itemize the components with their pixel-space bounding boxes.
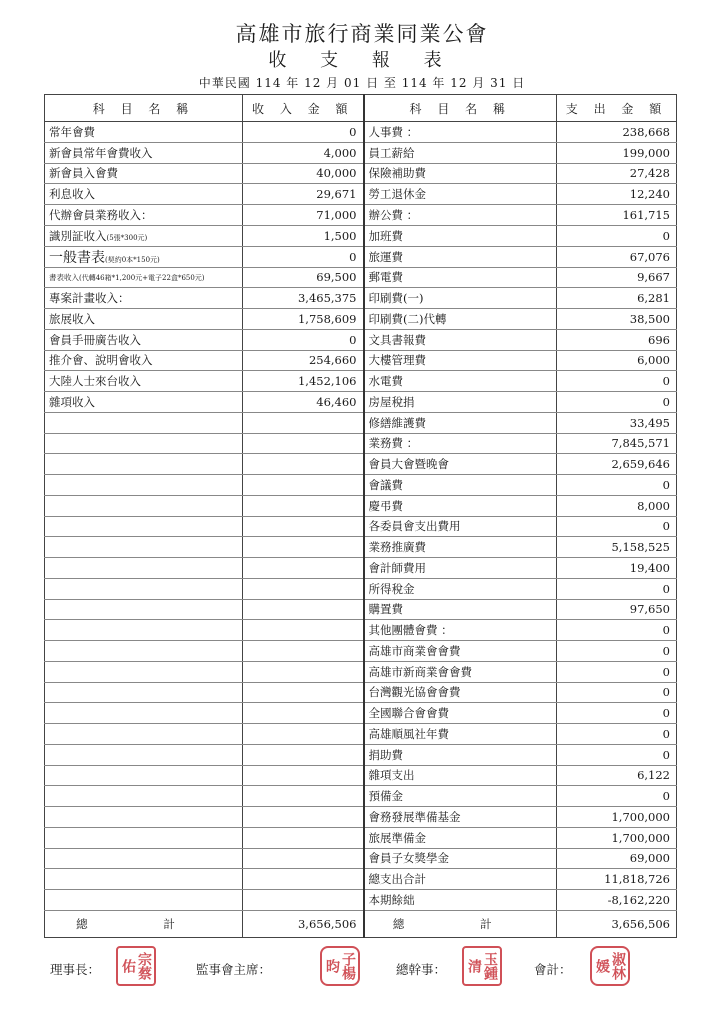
- income-amount-cell: 46,460: [243, 392, 364, 413]
- table-row: [45, 724, 677, 745]
- table-row: [45, 765, 677, 786]
- expense-item-cell: 會員子女獎學金: [364, 848, 557, 869]
- income-item-cell: [45, 827, 243, 848]
- expense-item-cell: 捐助費: [364, 744, 557, 765]
- table-row: [45, 827, 677, 848]
- expense-item-cell: 文具書報費: [364, 329, 557, 350]
- income-item-cell: [45, 661, 243, 682]
- income-item-cell: [45, 807, 243, 828]
- expense-item-cell: 高雄市商業會會費: [364, 641, 557, 662]
- table-row: [45, 309, 677, 330]
- income-item-cell: [45, 433, 243, 454]
- expense-amount-cell: 0: [557, 786, 677, 807]
- expense-item-cell: 慶弔費: [364, 495, 557, 516]
- income-amount-cell: 40,000: [243, 163, 364, 184]
- expense-amount-cell: 0: [557, 516, 677, 537]
- expense-amount-cell: 6,281: [557, 288, 677, 309]
- income-amount-cell: [243, 495, 364, 516]
- income-item-cell: [45, 641, 243, 662]
- income-amount-cell: [243, 807, 364, 828]
- table-row: [45, 703, 677, 724]
- supervisor-seal: 子楊昀: [320, 946, 360, 986]
- income-amount-header: 收 入 金 額: [243, 95, 364, 122]
- table-row: [45, 599, 677, 620]
- income-item-cell: [45, 246, 243, 267]
- table-row: [45, 744, 677, 765]
- income-amount-cell: 69,500: [243, 267, 364, 288]
- table-header-row: [45, 95, 677, 122]
- income-item-cell: [45, 848, 243, 869]
- income-item-cell: [45, 288, 243, 309]
- expense-amount-cell: 33,495: [557, 412, 677, 433]
- income-amount-cell: [243, 475, 364, 496]
- income-item-label: 專案計畫收入：: [49, 291, 130, 306]
- expense-amount-cell: 0: [557, 225, 677, 246]
- income-item-cell: [45, 786, 243, 807]
- expense-item-cell: 台灣觀光協會會費: [364, 682, 557, 703]
- income-amount-cell: [243, 578, 364, 599]
- expense-item-cell: 加班費: [364, 225, 557, 246]
- expense-amount-cell: 199,000: [557, 142, 677, 163]
- table-row: [45, 661, 677, 682]
- income-item-note: (代轉46箱*1,200元+電子22盒*650元): [79, 273, 205, 282]
- table-row: [45, 807, 677, 828]
- expense-amount-cell: 12,240: [557, 184, 677, 205]
- income-amount-cell: [243, 412, 364, 433]
- chair-label: 理事長：: [50, 962, 101, 977]
- income-item-cell: [45, 495, 243, 516]
- income-item-label: 推介會、說明會收入: [49, 353, 153, 368]
- expense-amount-cell: 0: [557, 620, 677, 641]
- income-amount-cell: [243, 537, 364, 558]
- income-item-cell: [45, 703, 243, 724]
- income-amount-cell: [243, 558, 364, 579]
- income-item-cell: [45, 412, 243, 433]
- income-amount-cell: [243, 641, 364, 662]
- income-item-cell: [45, 599, 243, 620]
- expense-amount-cell: -8,162,220: [557, 890, 677, 911]
- secretary-seal: 玉鍾清: [462, 946, 502, 986]
- income-item-label: 利息收入: [49, 187, 95, 202]
- table-row: [45, 475, 677, 496]
- income-item-cell: [45, 724, 243, 745]
- expense-item-cell: 大樓管理費: [364, 350, 557, 371]
- table-row: [45, 246, 677, 267]
- income-item-cell: [45, 516, 243, 537]
- accountant-label: 會計：: [534, 962, 572, 977]
- income-amount-cell: [243, 890, 364, 911]
- expense-amount-cell: 8,000: [557, 495, 677, 516]
- table-row: [45, 371, 677, 392]
- table-row: [45, 641, 677, 662]
- expense-item-cell: 會議費: [364, 475, 557, 496]
- expense-amount-cell: 38,500: [557, 309, 677, 330]
- expense-amount-cell: 0: [557, 371, 677, 392]
- table-row: [45, 205, 677, 226]
- expense-item-cell: 辦公費 ：: [364, 205, 557, 226]
- expense-item-cell: 會員大會暨晚會: [364, 454, 557, 475]
- expense-amount-header: 支 出 金 額: [557, 95, 677, 122]
- income-item-label: 旅展收入: [49, 311, 95, 326]
- income-amount-cell: 1,452,106: [243, 371, 364, 392]
- expense-amount-cell: 19,400: [557, 558, 677, 579]
- expense-amount-cell: 0: [557, 703, 677, 724]
- expense-amount-cell: 11,818,726: [557, 869, 677, 890]
- expense-item-cell: 全國聯合會會費: [364, 703, 557, 724]
- expense-amount-cell: 0: [557, 641, 677, 662]
- table-row: [45, 392, 677, 413]
- income-amount-cell: 71,000: [243, 205, 364, 226]
- table-row: [45, 786, 677, 807]
- income-item-cell: [45, 309, 243, 330]
- table-body: [45, 122, 677, 911]
- expense-item-cell: 旅展準備金: [364, 827, 557, 848]
- expense-item-cell: 印刷費(二)代轉: [364, 309, 557, 330]
- income-item-cell: [45, 869, 243, 890]
- report-title: 收 支 報 表: [268, 50, 456, 71]
- expense-amount-cell: 6,000: [557, 350, 677, 371]
- income-amount-cell: [243, 682, 364, 703]
- expense-item-cell: 購置費: [364, 599, 557, 620]
- table-row: [45, 412, 677, 433]
- income-item-label: 一般書表: [49, 249, 105, 266]
- income-amount-cell: [243, 661, 364, 682]
- income-item-note: (契約0本*150元): [105, 255, 160, 264]
- expense-amount-cell: 67,076: [557, 246, 677, 267]
- income-item-cell: [45, 454, 243, 475]
- table-row: [45, 122, 677, 143]
- income-item-cell: [45, 558, 243, 579]
- expense-amount-cell: 5,158,525: [557, 537, 677, 558]
- secretary-label: 總幹事：: [396, 962, 447, 977]
- expense-item-cell: 預備金: [364, 786, 557, 807]
- income-item-label: 代辦會員業務收入：: [49, 207, 153, 222]
- income-item-cell: [45, 350, 243, 371]
- expense-amount-cell: 161,715: [557, 205, 677, 226]
- expense-item-cell: 房屋稅捐: [364, 392, 557, 413]
- income-item-note: (5張*300元): [106, 233, 148, 242]
- expense-item-cell: 旅運費: [364, 246, 557, 267]
- income-amount-cell: [243, 516, 364, 537]
- table-row: [45, 350, 677, 371]
- income-item-cell: [45, 682, 243, 703]
- expense-total-amount: 3,656,506: [557, 910, 677, 937]
- expense-item-cell: 各委員會支出費用: [364, 516, 557, 537]
- table-row: [45, 184, 677, 205]
- income-item-cell: [45, 329, 243, 350]
- income-item-label: 大陸人士來台收入: [49, 374, 141, 389]
- table-row: [45, 163, 677, 184]
- income-item-cell: [45, 371, 243, 392]
- income-item-cell: [45, 890, 243, 911]
- supervisor-label: 監事會主席：: [196, 962, 272, 977]
- income-amount-cell: 254,660: [243, 350, 364, 371]
- expense-amount-cell: 69,000: [557, 848, 677, 869]
- income-item-cell: [45, 163, 243, 184]
- income-item-cell: [45, 225, 243, 246]
- expense-item-cell: 勞工退休金: [364, 184, 557, 205]
- expense-amount-cell: 0: [557, 661, 677, 682]
- expense-item-cell: 其他團體會費 ：: [364, 620, 557, 641]
- expense-amount-cell: 6,122: [557, 765, 677, 786]
- expense-amount-cell: 1,700,000: [557, 807, 677, 828]
- income-item-cell: [45, 122, 243, 143]
- expense-item-cell: 會計師費用: [364, 558, 557, 579]
- table-row: [45, 537, 677, 558]
- income-total-label: 總 計: [45, 910, 243, 937]
- expense-amount-cell: 0: [557, 392, 677, 413]
- table-row: [45, 869, 677, 890]
- income-item-label: 會員手冊廣告收入: [49, 332, 141, 347]
- expense-amount-cell: 97,650: [557, 599, 677, 620]
- income-item-cell: [45, 765, 243, 786]
- table-row: [45, 578, 677, 599]
- expense-item-cell: 修繕維護費: [364, 412, 557, 433]
- expense-item-cell: 水電費: [364, 371, 557, 392]
- table-row: [45, 620, 677, 641]
- income-item-cell: [45, 578, 243, 599]
- expense-item-cell: 會務發展準備基金: [364, 807, 557, 828]
- income-amount-cell: 4,000: [243, 142, 364, 163]
- expense-amount-cell: 7,845,571: [557, 433, 677, 454]
- expense-amount-cell: 27,428: [557, 163, 677, 184]
- income-item-label: 常年會費: [49, 124, 95, 139]
- expense-item-cell: 印刷費(一): [364, 288, 557, 309]
- total-row: [45, 910, 677, 937]
- income-amount-cell: 0: [243, 329, 364, 350]
- org-title: 高雄市旅行商業同業公會: [235, 22, 489, 46]
- income-amount-cell: [243, 599, 364, 620]
- income-amount-cell: [243, 703, 364, 724]
- income-item-cell: [45, 475, 243, 496]
- income-amount-cell: [243, 724, 364, 745]
- income-item-cell: [45, 184, 243, 205]
- income-item-label: 新會員入會費: [49, 166, 118, 181]
- expense-item-header: 科 目 名 稱: [364, 95, 557, 122]
- income-amount-cell: [243, 827, 364, 848]
- table-row: [45, 495, 677, 516]
- income-amount-cell: [243, 848, 364, 869]
- income-expense-table: [44, 94, 677, 938]
- income-item-cell: [45, 267, 243, 288]
- expense-item-cell: 保險補助費: [364, 163, 557, 184]
- table-row: [45, 267, 677, 288]
- income-amount-cell: 0: [243, 122, 364, 143]
- expense-amount-cell: 1,700,000: [557, 827, 677, 848]
- income-item-label: 雜項收入: [49, 394, 95, 409]
- expense-item-cell: 高雄市新商業會會費: [364, 661, 557, 682]
- income-item-header: 科 目 名 稱: [45, 95, 243, 122]
- income-item-cell: [45, 205, 243, 226]
- income-amount-cell: [243, 869, 364, 890]
- income-amount-cell: [243, 786, 364, 807]
- chair-seal: 宗蔡佑: [116, 946, 156, 986]
- table-row: [45, 329, 677, 350]
- expense-amount-cell: 0: [557, 682, 677, 703]
- income-item-cell: [45, 392, 243, 413]
- expense-amount-cell: 2,659,646: [557, 454, 677, 475]
- table-row: [45, 890, 677, 911]
- expense-item-cell: 總支出合計: [364, 869, 557, 890]
- expense-amount-cell: 0: [557, 724, 677, 745]
- income-amount-cell: [243, 620, 364, 641]
- expense-total-label: 總 計: [364, 910, 557, 937]
- income-amount-cell: 3,465,375: [243, 288, 364, 309]
- expense-amount-cell: 696: [557, 329, 677, 350]
- table-row: [45, 433, 677, 454]
- income-item-cell: [45, 537, 243, 558]
- income-total-amount: 3,656,506: [243, 910, 364, 937]
- expense-item-cell: 本期餘絀: [364, 890, 557, 911]
- table-row: [45, 558, 677, 579]
- expense-amount-cell: 0: [557, 475, 677, 496]
- expense-item-cell: 所得稅金: [364, 578, 557, 599]
- income-amount-cell: 1,758,609: [243, 309, 364, 330]
- income-amount-cell: [243, 744, 364, 765]
- expense-amount-cell: 9,667: [557, 267, 677, 288]
- expense-item-cell: 高雄順風社年費: [364, 724, 557, 745]
- expense-item-cell: 人事費 ：: [364, 122, 557, 143]
- income-item-cell: [45, 620, 243, 641]
- income-amount-cell: [243, 433, 364, 454]
- income-item-label: 書表收入: [49, 272, 79, 282]
- income-item-cell: [45, 142, 243, 163]
- expense-item-cell: 雜項支出: [364, 765, 557, 786]
- expense-amount-cell: 0: [557, 578, 677, 599]
- table-row: [45, 288, 677, 309]
- table-row: [45, 225, 677, 246]
- expense-amount-cell: 0: [557, 744, 677, 765]
- income-item-label: 識別証收入: [49, 228, 107, 243]
- expense-item-cell: 員工薪給: [364, 142, 557, 163]
- table-row: [45, 516, 677, 537]
- table-row: [45, 682, 677, 703]
- income-amount-cell: 1,500: [243, 225, 364, 246]
- expense-amount-cell: 238,668: [557, 122, 677, 143]
- table-row: [45, 142, 677, 163]
- report-period: 中華民國 114 年 12 月 01 日 至 114 年 12 月 31 日: [198, 76, 526, 90]
- table-row: [45, 454, 677, 475]
- table-row: [45, 848, 677, 869]
- income-amount-cell: 29,671: [243, 184, 364, 205]
- income-amount-cell: [243, 454, 364, 475]
- expense-item-cell: 業務推廣費: [364, 537, 557, 558]
- accountant-seal: 淑林媛: [590, 946, 630, 986]
- income-amount-cell: [243, 765, 364, 786]
- income-item-label: 新會員常年會費收入: [49, 145, 153, 160]
- income-item-cell: [45, 744, 243, 765]
- expense-item-cell: 業務費 ：: [364, 433, 557, 454]
- expense-item-cell: 郵電費: [364, 267, 557, 288]
- income-amount-cell: 0: [243, 246, 364, 267]
